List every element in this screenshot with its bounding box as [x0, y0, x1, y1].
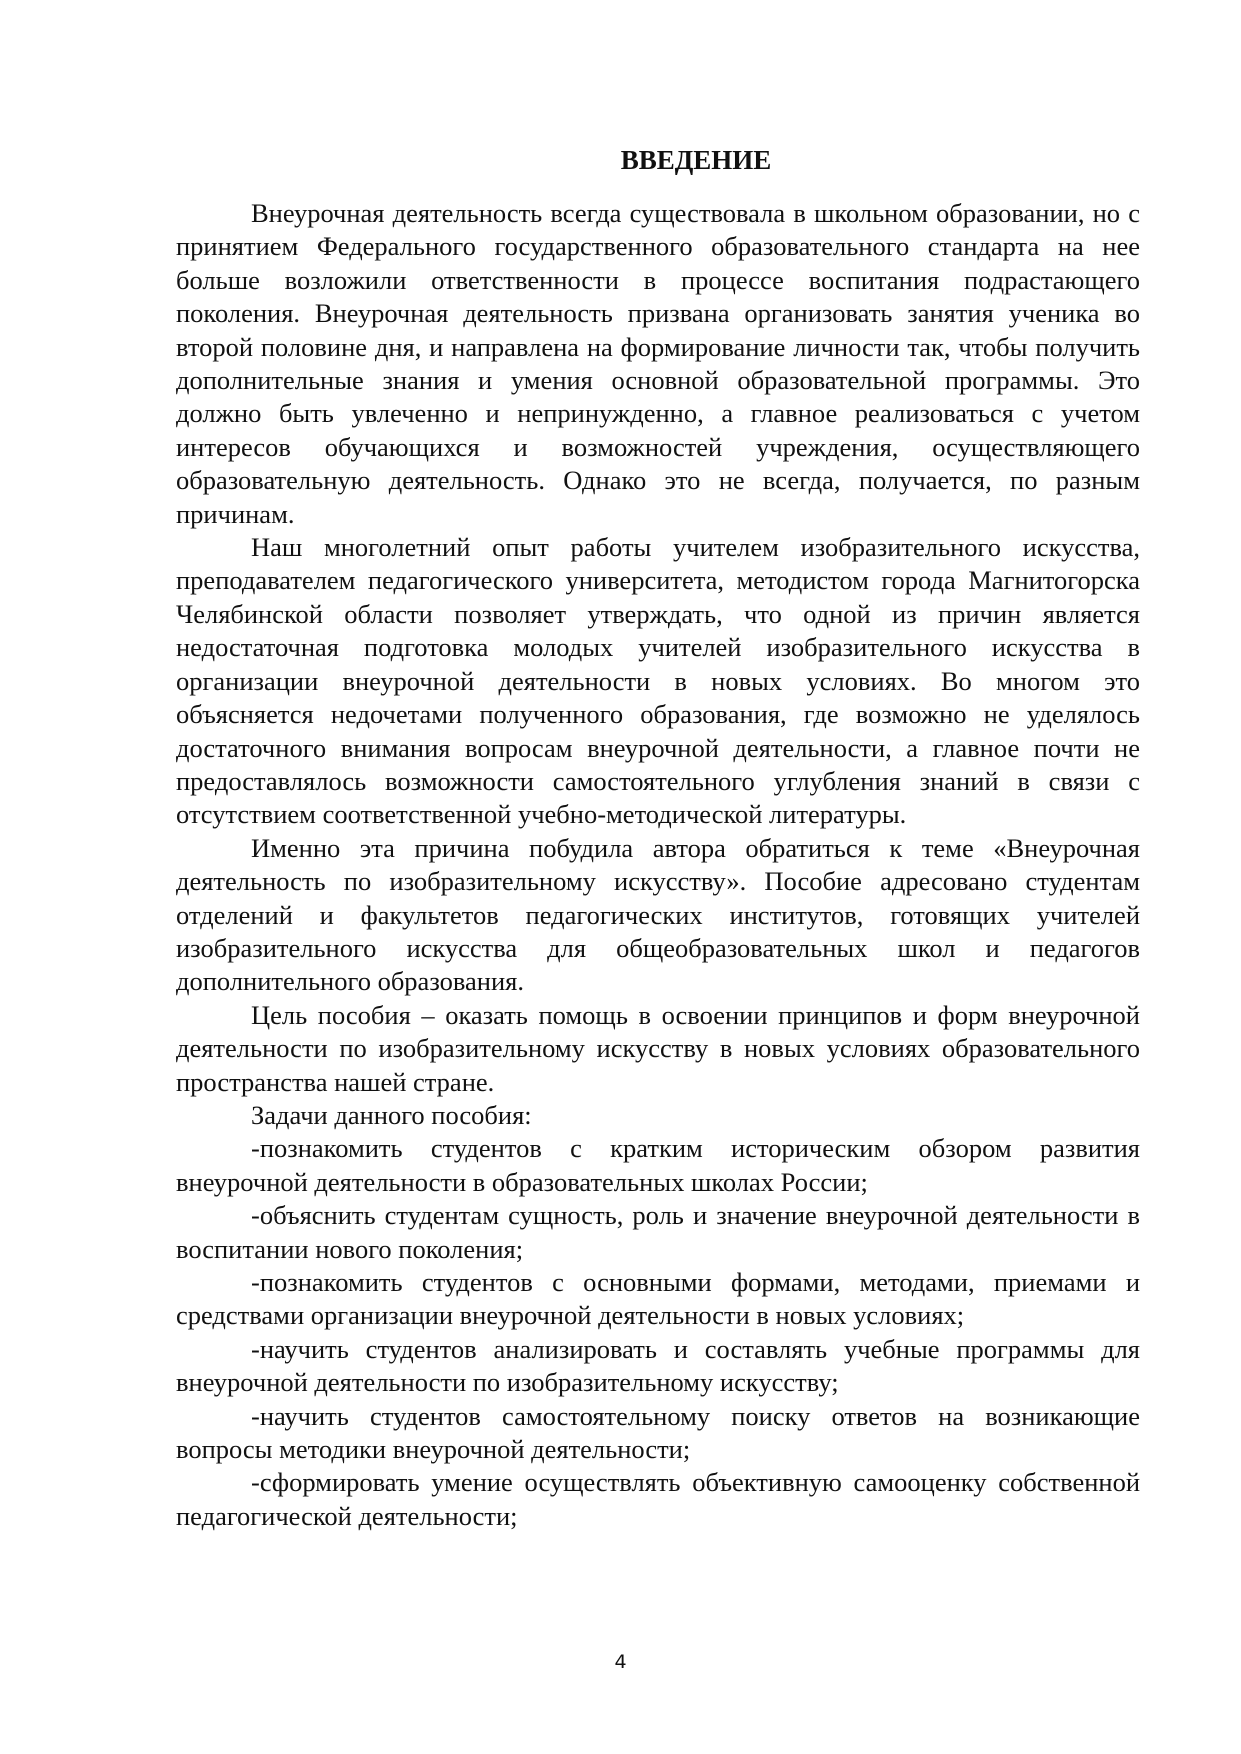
paragraph-goal: Цель пособия – оказать помощь в освоении принципов и форм внеурочной деятельности по изобразительному искусству в новых условиях образовательного пространства нашей стране.	[176, 999, 1140, 1097]
task-item: -объяснить студентам сущность, роль и значение внеурочной деятельности в воспитании нового поколения;	[176, 1200, 1140, 1264]
paragraph-motivation: Именно эта причина побудила автора обратиться к теме «Внеурочная деятельность по изобразительному искусству». Пособие адресовано студентам отделений и факультетов педагогических институтов, готовящих учителей изобразительного искусства для общеобразовательных школ и педагогов дополнительного образования.	[176, 832, 1140, 997]
task-item: -познакомить студентов с кратким историческим обзором развития внеурочной деятельности в образовательных школах России;	[176, 1133, 1140, 1197]
paragraph-tasks-heading: Задачи данного пособия:	[251, 1099, 532, 1130]
page-number: 4	[614, 1651, 627, 1673]
task-item: -познакомить студентов с основными формами, методами, приемами и средствами организации внеурочной деятельности в новых условиях;	[176, 1267, 1140, 1331]
task-item: -сформировать умение осуществлять объективную самооценку собственной педагогической деятельности;	[176, 1467, 1140, 1531]
paragraph-experience: Наш многолетний опыт работы учителем изобразительного искусства, преподавателем педагогического университета, методистом города Магнитогорска Челябинской области позволяет утверждать, что одной из причин является недостаточная подготовка молодых учителей изобразительного искусства в организации внеурочной деятельности в новых условиях. Во многом это объясняется недочетами полученного образования, где возможно не уделялось достаточного внимания вопросам внеурочной деятельности, а главное почти не предоставлялось возможности самостоятельного углубления знаний в связи с отсутствием соответственной учебно-методической литературы.	[176, 532, 1140, 830]
paragraph-intro: Внеурочная деятельность всегда существовала в школьном образовании, но с принятием Федерального государственного образовательного стандарта на нее больше возложили ответственности в процессе воспитания подрастающего поколения. Внеурочная деятельность призвана организовать занятия ученика во второй половине дня, и направлена на формирование личности так, чтобы получить дополнительные знания и умения основной образовательной программы. Это должно быть увлеченно и непринужденно, а главное реализоваться с учетом интересов обучающихся и возможностей учреждения, осуществляющего образовательную деятельность. Однако это не всегда, получается, по разным причинам.	[176, 198, 1140, 529]
task-item: -научить студентов анализировать и составлять учебные программы для внеурочной деятельности по изобразительному искусству;	[176, 1333, 1140, 1398]
body-text	[176, 197, 1140, 1533]
section-title: ВВЕДЕНИЕ	[620, 145, 772, 175]
task-item: -научить студентов самостоятельному поиску ответов на возникающие вопросы методики внеурочной деятельности;	[176, 1400, 1140, 1465]
